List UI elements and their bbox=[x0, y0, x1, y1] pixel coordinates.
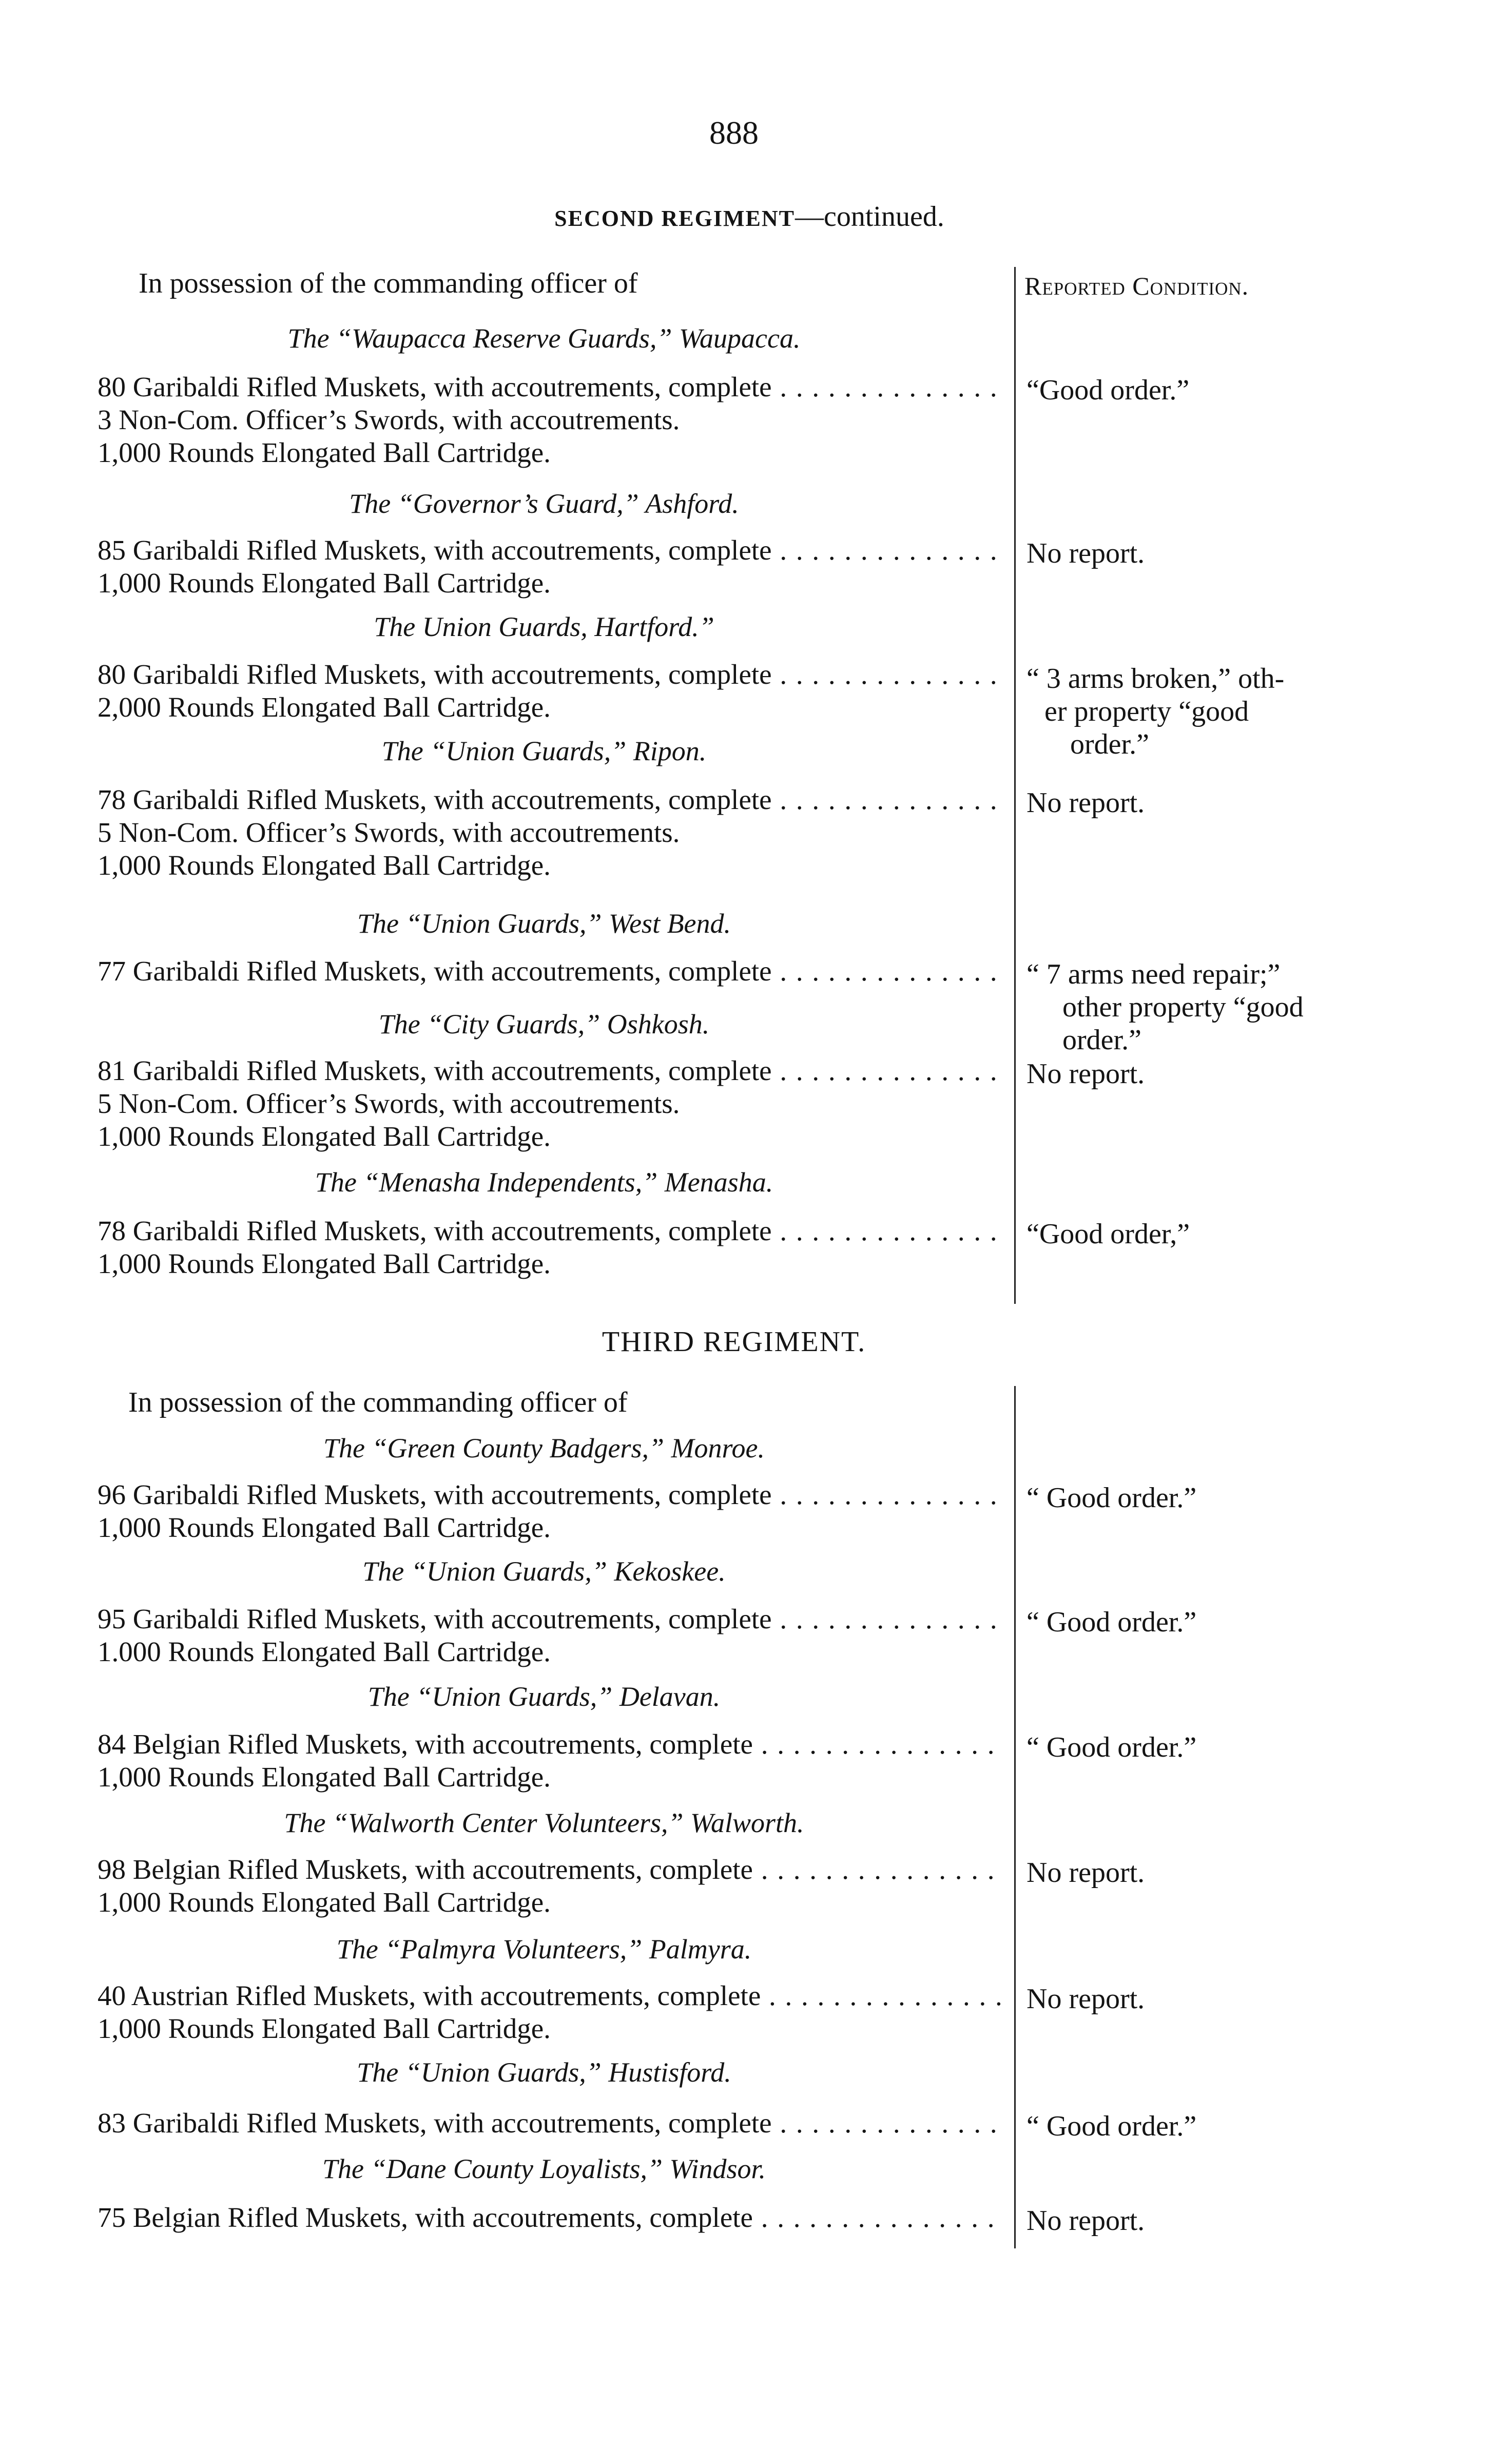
condition-text: er property “good bbox=[1044, 696, 1249, 727]
item-line: 5 Non-Com. Officer’s Swords, with accoutrements. bbox=[98, 1088, 680, 1119]
item-line: 1,000 Rounds Elongated Ball Cartridge. bbox=[98, 1761, 551, 1793]
item-line: 1,000 Rounds Elongated Ball Cartridge. bbox=[98, 850, 551, 881]
item-line: 3 Non-Com. Officer’s Swords, with accoutrements. bbox=[98, 404, 680, 435]
item-line: 1,000 Rounds Elongated Ball Cartridge. bbox=[98, 1121, 551, 1152]
unit-heading: The “Union Guards,” Delavan. bbox=[367, 1681, 721, 1712]
item-line: 78 Garibaldi Rifled Muskets, with accoutrements, complete . . . bbox=[98, 1215, 1001, 1247]
unit-heading: The Union Guards, Hartford.” bbox=[374, 611, 714, 642]
unit-heading: The “Dane County Loyalists,” Windsor. bbox=[322, 2153, 766, 2184]
page-number: 888 bbox=[709, 114, 759, 151]
condition-text: “Good order,” bbox=[1026, 1218, 1190, 1250]
item-line: 1,000 Rounds Elongated Ball Cartridge. bbox=[98, 1512, 551, 1543]
column-header: Reported Condition. bbox=[1024, 272, 1249, 300]
item-line: 80 Garibaldi Rifled Muskets, with accoutrements, complete . . . bbox=[98, 658, 1001, 691]
condition-text: No report. bbox=[1026, 1857, 1145, 1889]
condition-text: “ 3 arms broken,” oth- bbox=[1026, 663, 1285, 695]
item-line: 81 Garibaldi Rifled Muskets, with accoutrements, complete . . . bbox=[98, 1054, 1001, 1087]
item-line: 96 Garibaldi Rifled Muskets, with accoutrements, complete . . . bbox=[98, 1478, 1001, 1511]
item-line: 5 Non-Com. Officer’s Swords, with accoutrements. bbox=[98, 817, 680, 848]
item-line: 1,000 Rounds Elongated Ball Cartridge. bbox=[98, 1248, 551, 1279]
item-line: 85 Garibaldi Rifled Muskets, with accoutrements, complete . . . bbox=[98, 534, 1001, 567]
running-head bbox=[513, 200, 985, 233]
unit-heading: The “Waupacca Reserve Guards,” Waupacca. bbox=[287, 323, 801, 354]
column-divider bbox=[1014, 1386, 1016, 2248]
unit-heading: The “Green County Badgers,” Monroe. bbox=[323, 1433, 765, 1464]
item-line: 40 Austrian Rifled Muskets, with accoutrements, complete . . . bbox=[98, 1979, 1001, 2012]
condition-text: other property “good bbox=[1062, 991, 1304, 1023]
unit-heading: The “Union Guards,” Hustisford. bbox=[357, 2057, 731, 2088]
condition-text: “ Good order.” bbox=[1026, 1482, 1197, 1514]
column-divider bbox=[1014, 267, 1016, 1304]
condition-text: No report. bbox=[1026, 1983, 1145, 2015]
condition-text: No report. bbox=[1026, 787, 1145, 819]
running-head-caps: SECOND REGIMENT bbox=[554, 206, 795, 231]
condition-text: “ Good order.” bbox=[1026, 1731, 1197, 1763]
condition-text: order.” bbox=[1070, 728, 1149, 760]
item-line: 95 Garibaldi Rifled Muskets, with accoutrements, complete . . . bbox=[98, 1603, 1001, 1635]
unit-heading: The “Menasha Independents,” Menasha. bbox=[315, 1167, 773, 1198]
unit-heading: The “Union Guards,” Kekoskee. bbox=[362, 1556, 726, 1587]
item-line: 77 Garibaldi Rifled Muskets, with accoutrements, complete . . . bbox=[98, 955, 1001, 988]
item-line: 98 Belgian Rifled Muskets, with accoutrements, complete . . . bbox=[98, 1853, 1001, 1886]
condition-text: “Good order.” bbox=[1026, 374, 1190, 406]
item-line: 80 Garibaldi Rifled Muskets, with accoutrements, complete . . . bbox=[98, 371, 1001, 403]
item-line: 1.000 Rounds Elongated Ball Cartridge. bbox=[98, 1636, 551, 1667]
unit-heading: The “Palmyra Volunteers,” Palmyra. bbox=[336, 1934, 752, 1965]
condition-text: No report. bbox=[1026, 537, 1145, 569]
condition-text: “ 7 arms need repair;” bbox=[1026, 958, 1281, 990]
unit-heading: The “Union Guards,” Ripon. bbox=[381, 736, 707, 766]
item-line: 1,000 Rounds Elongated Ball Cartridge. bbox=[98, 567, 551, 599]
unit-heading: The “Union Guards,” West Bend. bbox=[357, 908, 731, 939]
condition-text: “ Good order.” bbox=[1026, 2110, 1197, 2142]
section-heading: THIRD REGIMENT. bbox=[602, 1326, 866, 1358]
item-line: 84 Belgian Rifled Muskets, with accoutrements, complete . . . bbox=[98, 1728, 1001, 1761]
item-line: 1,000 Rounds Elongated Ball Cartridge. bbox=[98, 437, 551, 468]
intro-text: In possession of the commanding officer of bbox=[139, 267, 638, 299]
item-line: 75 Belgian Rifled Muskets, with accoutrements, complete . . . bbox=[98, 2201, 1001, 2234]
condition-text: order.” bbox=[1062, 1024, 1141, 1056]
unit-heading: The “Walworth Center Volunteers,” Walworth. bbox=[284, 1807, 804, 1838]
item-line: 78 Garibaldi Rifled Muskets, with accoutrements, complete . . . bbox=[98, 783, 1001, 816]
condition-text: No report. bbox=[1026, 2205, 1145, 2237]
item-line: 1,000 Rounds Elongated Ball Cartridge. bbox=[98, 2013, 551, 2044]
intro-text: In possession of the commanding officer of bbox=[128, 1387, 628, 1418]
unit-heading: The “City Guards,” Oshkosh. bbox=[378, 1009, 710, 1040]
unit-heading: The “Governor’s Guard,” Ashford. bbox=[349, 488, 739, 519]
condition-text: “ Good order.” bbox=[1026, 1606, 1197, 1638]
running-head-rest: —continued. bbox=[795, 201, 944, 233]
item-line: 1,000 Rounds Elongated Ball Cartridge. bbox=[98, 1886, 551, 1918]
item-line: 2,000 Rounds Elongated Ball Cartridge. bbox=[98, 691, 551, 723]
condition-text: No report. bbox=[1026, 1058, 1145, 1090]
item-line: 83 Garibaldi Rifled Muskets, with accoutrements, complete . . . bbox=[98, 2107, 1001, 2140]
